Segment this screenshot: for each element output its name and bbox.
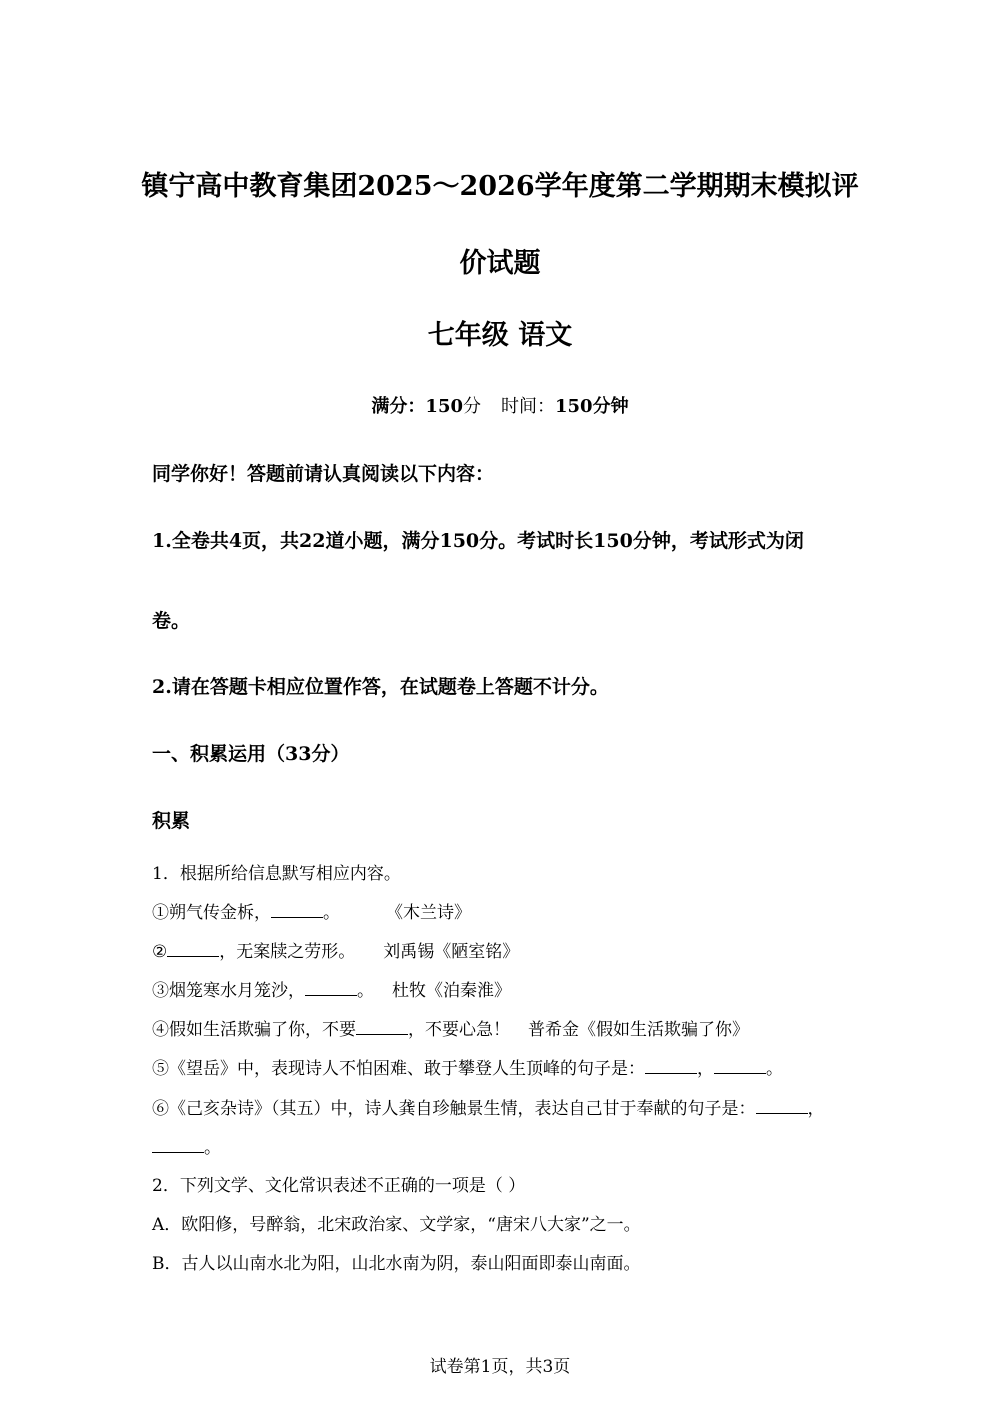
q1-item-2-text: ② bbox=[152, 942, 168, 962]
exam-meta bbox=[0, 395, 1000, 419]
greeting: 同学你好！答题前请认真阅读以下内容： bbox=[152, 463, 495, 485]
q1-item-1 bbox=[152, 901, 852, 925]
answer-blank bbox=[645, 1057, 697, 1074]
question-2-stem: 2．下列文学、文化常识表述不正确的一项是（ ） bbox=[152, 1176, 526, 1196]
q2-option-a: A．欧阳修，号醉翁，北宋政治家、文学家，“唐宋八大家”之一。 bbox=[152, 1215, 641, 1235]
q1-item-4-rest: ，不要心急！ bbox=[408, 1020, 510, 1040]
q1-item-4-source: 普希金《假如生活欺骗了你》 bbox=[528, 1020, 749, 1040]
q1-item-3-source: 杜牧《泊秦淮》 bbox=[392, 981, 511, 1001]
answer-blank bbox=[714, 1057, 766, 1074]
q1-item-6-punct: 。 bbox=[204, 1138, 221, 1158]
time-label: 时间： bbox=[501, 396, 555, 417]
page-footer: 试卷第1页，共3页 bbox=[429, 1357, 571, 1377]
exam-title-line2: 价试题 bbox=[459, 248, 541, 279]
instruction-1-line2: 卷。 bbox=[152, 610, 191, 632]
q1-item-5 bbox=[152, 1057, 852, 1081]
answer-blank bbox=[356, 1018, 408, 1035]
q1-item-6-text: ⑥《己亥杂诗》（其五）中，诗人龚自珍触景生情，表达自己甘于奉献的句子是： bbox=[152, 1099, 756, 1119]
answer-blank bbox=[167, 940, 219, 957]
section-subheading: 积累 bbox=[152, 810, 191, 832]
q1-item-6-line2 bbox=[152, 1136, 852, 1160]
question-1-stem: 1．根据所给信息默写相应内容。 bbox=[152, 864, 401, 884]
q1-item-4-text: ④假如生活欺骗了你，不要 bbox=[152, 1020, 356, 1040]
instruction-2: 2.请在答题卡相应位置作答，在试题卷上答题不计分。 bbox=[152, 676, 609, 698]
q1-item-1-source: 《木兰诗》 bbox=[386, 903, 471, 923]
q1-item-5-punct: 。 bbox=[766, 1059, 783, 1079]
score-value: 150 bbox=[425, 396, 463, 417]
q1-item-1-text: ①朔气传金柝， bbox=[152, 903, 271, 923]
answer-blank bbox=[152, 1136, 204, 1153]
score-unit: 分 bbox=[463, 396, 481, 417]
q1-item-3-punct: 。 bbox=[357, 981, 374, 1001]
q1-item-5-comma: ， bbox=[697, 1059, 714, 1079]
q1-item-6-comma: ， bbox=[807, 1099, 825, 1119]
q1-item-3 bbox=[152, 979, 852, 1003]
answer-blank bbox=[305, 979, 357, 996]
q1-item-5-text: ⑤《望岳》中，表现诗人不怕困难、敢于攀登人生顶峰的句子是： bbox=[152, 1059, 645, 1079]
instruction-1-line1: 1.全卷共4页，共22道小题，满分150分。考试时长150分钟，考试形式为闭 bbox=[152, 530, 804, 552]
q1-item-4 bbox=[152, 1018, 852, 1042]
q1-item-2 bbox=[152, 940, 852, 964]
q1-item-2-source: 刘禹锡《陋室铭》 bbox=[383, 942, 520, 962]
exam-title-line1: 镇宁高中教育集团2025～2026学年度第二学期期末模拟评 bbox=[141, 171, 859, 202]
q2-option-b: B．古人以山南水北为阳，山北水南为阴，泰山阳面即泰山南面。 bbox=[152, 1254, 641, 1274]
q1-item-1-punct: 。 bbox=[323, 903, 340, 923]
grade-subject: 七年级 语文 bbox=[427, 320, 573, 351]
answer-blank bbox=[271, 901, 323, 918]
section-heading: 一、积累运用（33分） bbox=[152, 743, 350, 765]
q1-item-3-text: ③烟笼寒水月笼沙， bbox=[152, 981, 305, 1001]
q1-item-2-rest: ，无案牍之劳形。 bbox=[219, 942, 356, 962]
answer-blank bbox=[756, 1097, 808, 1114]
q1-item-6-line1 bbox=[152, 1097, 852, 1121]
time-value: 150分钟 bbox=[555, 396, 629, 417]
score-label: 满分： bbox=[371, 396, 426, 417]
